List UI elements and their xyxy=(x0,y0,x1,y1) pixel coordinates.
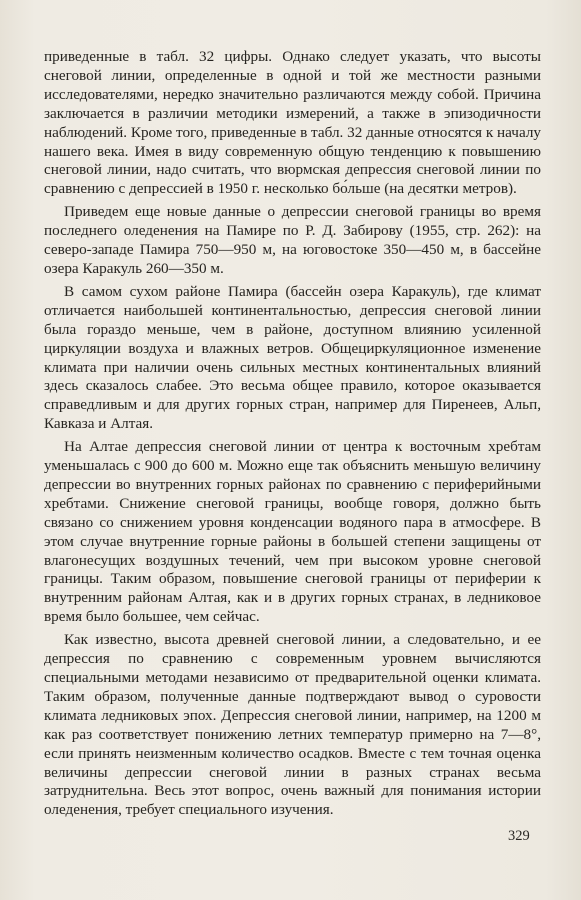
page-number: 329 xyxy=(508,828,530,844)
paragraph-3: В самом сухом районе Памира (бассейн озера Каракуль), где климат отличается наибольшей континентальностью, депрессия снеговой линии была гораздо меньше, чем в районе, доступном влиянию усиленной циркуляции воздуха и влажных ветров. Общециркуляционное изменение климата при наличии очень сильных местных континентальных влияний здесь сказалось слабее. Это весьма общее правило, которое оказывается справедливым и для других горных стран, например для Пиренеев, Альп, Кавказа и Алтая. xyxy=(44,282,541,433)
body-text xyxy=(44,48,541,824)
paragraph-1: приведенные в табл. 32 цифры. Однако следует указать, что высоты снеговой линии, определенные в одной и той же местности разными исследователями, нередко значительно различаются между собой. Причина заключается в различии методики измерений, а также в эпизодичности наблюдений. Кроме того, приведенные в табл. 32 данные относятся к началу нашего века. Имея в виду современную общую тенденцию к повышению снеговой линии, надо считать, что вюрмская депрессия снеговой линии по сравнению с депрессией в 1950 г. несколько бо́льше (на десятки метров). xyxy=(44,48,541,198)
paragraph-2: Приведем еще новые данные о депрессии снеговой границы во время последнего оледенения на Памире по Р. Д. Забирову (1955, стр. 262): на северо-западе Памира 750—950 м, на юговостоке 350—450 м, в бассейне озера Каракуль 260—350 м. xyxy=(44,203,541,277)
paragraph-5: Как известно, высота древней снеговой линии, а следовательно, и ее депрессия по сравнению с современным уровнем вычисляются специальными методами независимо от предварительной оценки климата. Таким образом, полученные данные подтверждают вывод о суровости климата ледниковых эпох. Депрессия снеговой линии, например, на 1200 м как раз соответствует понижению летних температур примерно на 7—8°, если принять неизменным количество осадков. Вместе с тем точная оценка величины депрессии снеговой линии в разных странах весьма затруднительна. Весь этот вопрос, очень важный для понимания истории оледенения, требует специального изучения. xyxy=(44,631,541,819)
paragraph-4: На Алтае депрессия снеговой линии от центра к восточным хребтам уменьшалась с 900 до 600 м. Можно еще так объяснить меньшую величину депрессии во внутренних горных районах по сравнению с периферийными хребтами. Снижение снеговой границы, вообще говоря, должно быть связано со снижением уровня конденсации водяного пара в атмосфере. В этом случае внутренние горные районы в большей степени защищены от влагонесущих воздушных течений, чем при высоком уровне снеговой границы. Таким образом, повышение снеговой границы от периферии к внутренним районам Алтая, как и в других горных странах, в ледниковое время было большее, чем сейчас. xyxy=(44,438,541,626)
